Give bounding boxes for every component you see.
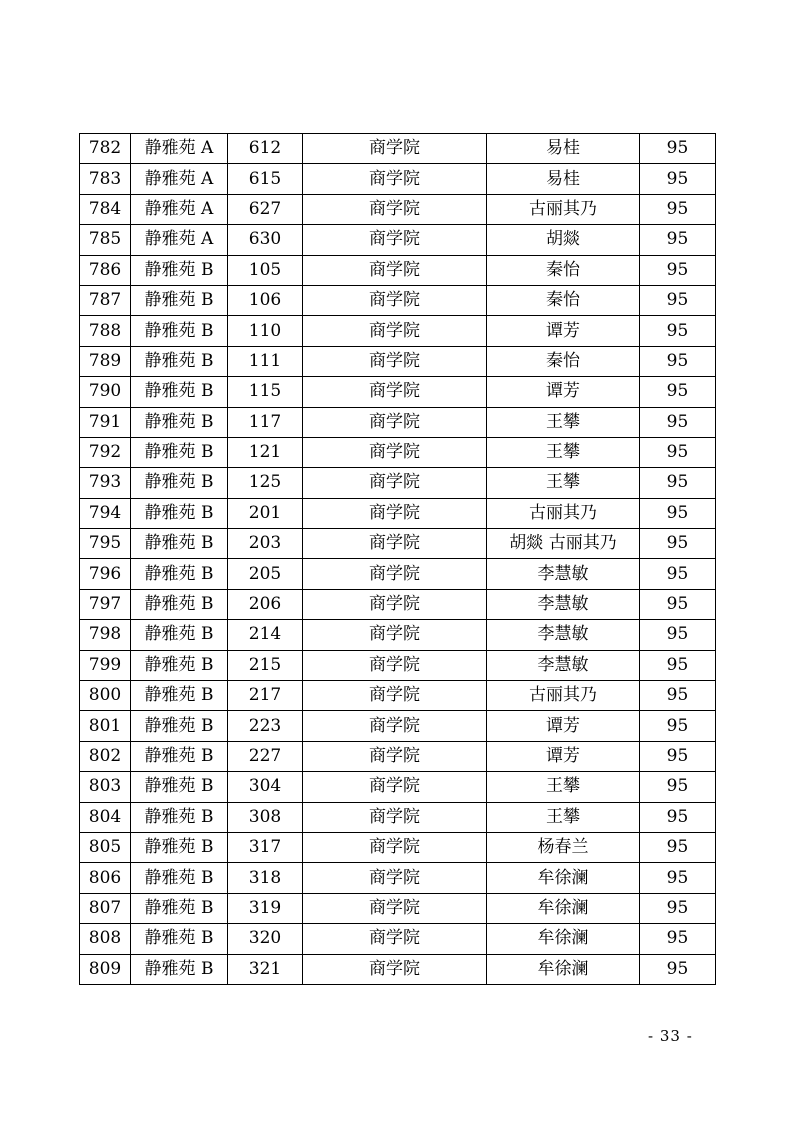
- row-number-cell: 792: [80, 437, 131, 467]
- building-cell: 静雅苑 B: [131, 924, 228, 954]
- table-row: [80, 681, 716, 711]
- row-number-cell: 808: [80, 924, 131, 954]
- name-cell: 李慧敏: [487, 559, 640, 589]
- score-cell: 95: [640, 437, 716, 467]
- score-cell: 95: [640, 802, 716, 832]
- table-row: [80, 863, 716, 893]
- score-cell: 95: [640, 650, 716, 680]
- college-cell: 商学院: [303, 316, 487, 346]
- row-number-cell: 782: [80, 134, 131, 164]
- building-cell: 静雅苑 B: [131, 863, 228, 893]
- score-cell: 95: [640, 255, 716, 285]
- table-row: [80, 437, 716, 467]
- score-cell: 95: [640, 377, 716, 407]
- room-cell: 105: [228, 255, 303, 285]
- name-cell: 谭芳: [487, 316, 640, 346]
- row-number-cell: 807: [80, 893, 131, 923]
- room-cell: 627: [228, 194, 303, 224]
- name-cell: 秦怡: [487, 255, 640, 285]
- score-cell: 95: [640, 225, 716, 255]
- name-cell: 谭芳: [487, 377, 640, 407]
- room-cell: 317: [228, 832, 303, 862]
- room-cell: 223: [228, 711, 303, 741]
- college-cell: 商学院: [303, 863, 487, 893]
- row-number-cell: 785: [80, 225, 131, 255]
- row-number-cell: 791: [80, 407, 131, 437]
- building-cell: 静雅苑 B: [131, 772, 228, 802]
- table-row: [80, 194, 716, 224]
- table-row: [80, 832, 716, 862]
- building-cell: 静雅苑 B: [131, 741, 228, 771]
- score-cell: 95: [640, 194, 716, 224]
- building-cell: 静雅苑 B: [131, 589, 228, 619]
- score-cell: 95: [640, 559, 716, 589]
- college-cell: 商学院: [303, 255, 487, 285]
- score-cell: 95: [640, 832, 716, 862]
- college-cell: 商学院: [303, 437, 487, 467]
- row-number-cell: 796: [80, 559, 131, 589]
- college-cell: 商学院: [303, 802, 487, 832]
- row-number-cell: 788: [80, 316, 131, 346]
- table-row: [80, 802, 716, 832]
- room-cell: 217: [228, 681, 303, 711]
- building-cell: 静雅苑 B: [131, 529, 228, 559]
- score-cell: 95: [640, 407, 716, 437]
- college-cell: 商学院: [303, 924, 487, 954]
- building-cell: 静雅苑 B: [131, 498, 228, 528]
- college-cell: 商学院: [303, 529, 487, 559]
- row-number-cell: 789: [80, 346, 131, 376]
- building-cell: 静雅苑 B: [131, 255, 228, 285]
- score-cell: 95: [640, 589, 716, 619]
- building-cell: 静雅苑 A: [131, 225, 228, 255]
- building-cell: 静雅苑 B: [131, 316, 228, 346]
- table-row: [80, 134, 716, 164]
- table-row: [80, 498, 716, 528]
- college-cell: 商学院: [303, 620, 487, 650]
- building-cell: 静雅苑 B: [131, 954, 228, 984]
- building-cell: 静雅苑 B: [131, 407, 228, 437]
- score-cell: 95: [640, 772, 716, 802]
- score-cell: 95: [640, 468, 716, 498]
- college-cell: 商学院: [303, 407, 487, 437]
- building-cell: 静雅苑 B: [131, 650, 228, 680]
- score-cell: 95: [640, 498, 716, 528]
- building-cell: 静雅苑 B: [131, 681, 228, 711]
- score-cell: 95: [640, 924, 716, 954]
- building-cell: 静雅苑 B: [131, 620, 228, 650]
- name-cell: 李慧敏: [487, 620, 640, 650]
- row-number-cell: 801: [80, 711, 131, 741]
- name-cell: 王攀: [487, 772, 640, 802]
- room-cell: 304: [228, 772, 303, 802]
- room-cell: 320: [228, 924, 303, 954]
- room-cell: 227: [228, 741, 303, 771]
- room-cell: 215: [228, 650, 303, 680]
- table-row: [80, 650, 716, 680]
- building-cell: 静雅苑 B: [131, 832, 228, 862]
- college-cell: 商学院: [303, 772, 487, 802]
- room-cell: 121: [228, 437, 303, 467]
- room-cell: 106: [228, 285, 303, 315]
- name-cell: 王攀: [487, 407, 640, 437]
- table-row: [80, 529, 716, 559]
- score-cell: 95: [640, 954, 716, 984]
- score-cell: 95: [640, 893, 716, 923]
- table-row: [80, 772, 716, 802]
- name-cell: 古丽其乃: [487, 681, 640, 711]
- table-row: [80, 225, 716, 255]
- college-cell: 商学院: [303, 559, 487, 589]
- row-number-cell: 790: [80, 377, 131, 407]
- room-cell: 214: [228, 620, 303, 650]
- name-cell: 胡燚 古丽其乃: [487, 529, 640, 559]
- college-cell: 商学院: [303, 225, 487, 255]
- college-cell: 商学院: [303, 832, 487, 862]
- building-cell: 静雅苑 B: [131, 468, 228, 498]
- college-cell: 商学院: [303, 893, 487, 923]
- room-cell: 206: [228, 589, 303, 619]
- name-cell: 牟徐澜: [487, 893, 640, 923]
- name-cell: 牟徐澜: [487, 924, 640, 954]
- score-cell: 95: [640, 711, 716, 741]
- room-cell: 125: [228, 468, 303, 498]
- score-cell: 95: [640, 681, 716, 711]
- table-row: [80, 285, 716, 315]
- college-cell: 商学院: [303, 134, 487, 164]
- college-cell: 商学院: [303, 741, 487, 771]
- row-number-cell: 800: [80, 681, 131, 711]
- college-cell: 商学院: [303, 711, 487, 741]
- building-cell: 静雅苑 A: [131, 134, 228, 164]
- college-cell: 商学院: [303, 468, 487, 498]
- row-number-cell: 799: [80, 650, 131, 680]
- room-cell: 318: [228, 863, 303, 893]
- table-row: [80, 589, 716, 619]
- row-number-cell: 798: [80, 620, 131, 650]
- room-cell: 117: [228, 407, 303, 437]
- table-row: [80, 255, 716, 285]
- table-row: [80, 924, 716, 954]
- name-cell: 王攀: [487, 468, 640, 498]
- name-cell: 秦怡: [487, 346, 640, 376]
- college-cell: 商学院: [303, 498, 487, 528]
- table-row: [80, 346, 716, 376]
- college-cell: 商学院: [303, 681, 487, 711]
- building-cell: 静雅苑 B: [131, 802, 228, 832]
- room-cell: 615: [228, 164, 303, 194]
- row-number-cell: 793: [80, 468, 131, 498]
- score-cell: 95: [640, 529, 716, 559]
- room-cell: 612: [228, 134, 303, 164]
- room-cell: 201: [228, 498, 303, 528]
- name-cell: 杨春兰: [487, 832, 640, 862]
- name-cell: 李慧敏: [487, 589, 640, 619]
- page-number: - 33 -: [648, 1027, 693, 1045]
- row-number-cell: 806: [80, 863, 131, 893]
- score-cell: 95: [640, 741, 716, 771]
- row-number-cell: 803: [80, 772, 131, 802]
- building-cell: 静雅苑 B: [131, 893, 228, 923]
- table-row: [80, 741, 716, 771]
- table-row: [80, 893, 716, 923]
- college-cell: 商学院: [303, 650, 487, 680]
- table-row: [80, 954, 716, 984]
- table-row: [80, 407, 716, 437]
- row-number-cell: 783: [80, 164, 131, 194]
- score-cell: 95: [640, 346, 716, 376]
- room-cell: 308: [228, 802, 303, 832]
- room-cell: 110: [228, 316, 303, 346]
- building-cell: 静雅苑 B: [131, 559, 228, 589]
- college-cell: 商学院: [303, 589, 487, 619]
- room-cell: 111: [228, 346, 303, 376]
- building-cell: 静雅苑 B: [131, 711, 228, 741]
- name-cell: 牟徐澜: [487, 863, 640, 893]
- room-cell: 115: [228, 377, 303, 407]
- row-number-cell: 797: [80, 589, 131, 619]
- score-cell: 95: [640, 285, 716, 315]
- college-cell: 商学院: [303, 164, 487, 194]
- name-cell: 易桂: [487, 134, 640, 164]
- college-cell: 商学院: [303, 194, 487, 224]
- score-cell: 95: [640, 620, 716, 650]
- room-cell: 630: [228, 225, 303, 255]
- name-cell: 谭芳: [487, 711, 640, 741]
- table-row: [80, 377, 716, 407]
- room-cell: 205: [228, 559, 303, 589]
- row-number-cell: 804: [80, 802, 131, 832]
- building-cell: 静雅苑 A: [131, 194, 228, 224]
- table-row: [80, 468, 716, 498]
- row-number-cell: 802: [80, 741, 131, 771]
- dorm-score-table: [79, 133, 716, 985]
- name-cell: 古丽其乃: [487, 194, 640, 224]
- name-cell: 秦怡: [487, 285, 640, 315]
- table-row: [80, 559, 716, 589]
- score-cell: 95: [640, 164, 716, 194]
- row-number-cell: 809: [80, 954, 131, 984]
- name-cell: 易桂: [487, 164, 640, 194]
- table-row: [80, 164, 716, 194]
- row-number-cell: 786: [80, 255, 131, 285]
- college-cell: 商学院: [303, 954, 487, 984]
- room-cell: 203: [228, 529, 303, 559]
- building-cell: 静雅苑 B: [131, 346, 228, 376]
- name-cell: 谭芳: [487, 741, 640, 771]
- score-cell: 95: [640, 134, 716, 164]
- name-cell: 古丽其乃: [487, 498, 640, 528]
- row-number-cell: 784: [80, 194, 131, 224]
- room-cell: 319: [228, 893, 303, 923]
- name-cell: 李慧敏: [487, 650, 640, 680]
- college-cell: 商学院: [303, 285, 487, 315]
- name-cell: 牟徐澜: [487, 954, 640, 984]
- row-number-cell: 787: [80, 285, 131, 315]
- score-cell: 95: [640, 316, 716, 346]
- table-row: [80, 711, 716, 741]
- room-cell: 321: [228, 954, 303, 984]
- building-cell: 静雅苑 B: [131, 285, 228, 315]
- name-cell: 王攀: [487, 802, 640, 832]
- name-cell: 王攀: [487, 437, 640, 467]
- college-cell: 商学院: [303, 346, 487, 376]
- row-number-cell: 805: [80, 832, 131, 862]
- table-row: [80, 316, 716, 346]
- row-number-cell: 794: [80, 498, 131, 528]
- college-cell: 商学院: [303, 377, 487, 407]
- name-cell: 胡燚: [487, 225, 640, 255]
- table-body: [80, 134, 716, 985]
- building-cell: 静雅苑 A: [131, 164, 228, 194]
- table-row: [80, 620, 716, 650]
- score-cell: 95: [640, 863, 716, 893]
- row-number-cell: 795: [80, 529, 131, 559]
- building-cell: 静雅苑 B: [131, 377, 228, 407]
- building-cell: 静雅苑 B: [131, 437, 228, 467]
